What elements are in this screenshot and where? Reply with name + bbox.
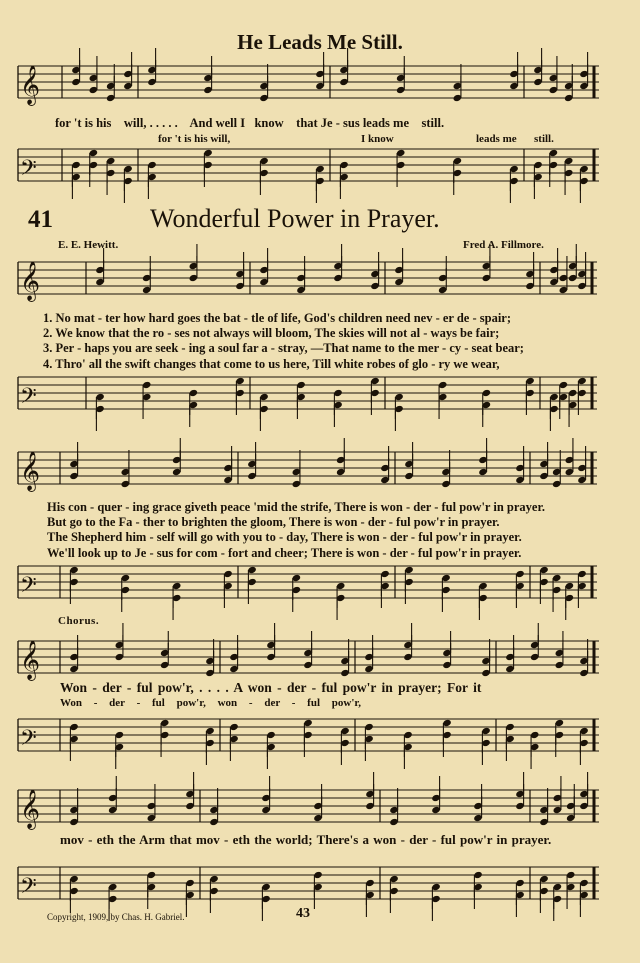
verse-lyrics-line-2 xyxy=(47,500,545,561)
chorus-bass-lyric: Won - der - ful pow'r, won - der - ful pow'r, xyxy=(60,697,361,709)
page-number: 43 xyxy=(296,906,310,921)
hymn-title: Wonderful Power in Prayer. xyxy=(150,204,440,233)
hymn-number: 41 xyxy=(28,206,53,233)
svg-text:𝄞: 𝄞 xyxy=(20,789,41,829)
verse-4-line-2: We'll look up to Je - sus for com - fort and cheer; There is won - der - ful pow'r in prayer. xyxy=(47,545,522,560)
verse-2-line-1: 2. We know that the ro - ses not always will bloom, The skies will not al - ways be fair; xyxy=(43,326,500,341)
previous-hymn-lyric: for 't is his will, . . . . . And well I know that Je - sus leads me still. xyxy=(55,116,445,130)
verse-3-line-2: The Shepherd him - self will go with you to - day, There is won - der - ful pow'r in prayer. xyxy=(47,530,522,545)
verse-lyrics-line-1 xyxy=(43,311,524,372)
chorus-lyric-1: Won - der - ful pow'r, . . . . A won - der - ful pow'r in prayer; For it xyxy=(60,680,482,695)
chorus-lyric-2: mov - eth the Arm that mov - eth the world; There's a won - der - ful pow'r in prayer. xyxy=(60,832,552,847)
svg-text:𝄢: 𝄢 xyxy=(20,156,37,186)
verse-1-line-1: 1. No mat - ter how hard goes the bat - tle of life, God's children need nev - er de - spair; xyxy=(43,311,512,325)
verse-4-line-1: 4. Thro' all the swift changes that come to us here, Till white robes of glo - ry we wear, xyxy=(43,356,500,371)
svg-text:𝄢: 𝄢 xyxy=(20,384,37,414)
words-credit: E. E. Hewitt. xyxy=(58,239,119,251)
previous-hymn-bass-lyric: for 't is his will, I know leads me still. xyxy=(158,133,554,145)
svg-text:𝄢: 𝄢 xyxy=(20,573,37,603)
svg-text:𝄢: 𝄢 xyxy=(20,874,37,904)
copyright-notice: Copyright, 1909, by Chas. H. Gabriel. xyxy=(47,912,185,922)
svg-text:𝄞: 𝄞 xyxy=(20,261,41,301)
verse-3-line-1: 3. Per - haps you are seek - ing a soul far a - stray, —That name to the mer - cy - seat bear; xyxy=(43,341,524,356)
verse-1-line-2: His con - quer - ing grace giveth peace 'mid the strife, There is won - der - ful pow'r in prayer. xyxy=(47,500,545,514)
chorus-label: Chorus. xyxy=(58,615,100,627)
music-credit: Fred A. Fillmore. xyxy=(463,239,544,251)
previous-hymn-title: He Leads Me Still. xyxy=(237,30,403,54)
svg-text:𝄞: 𝄞 xyxy=(20,640,41,680)
svg-text:𝄞: 𝄞 xyxy=(20,451,41,491)
verse-2-line-2: But go to the Fa - ther to brighten the gloom, There is won - der - ful pow'r in prayer. xyxy=(47,515,500,530)
svg-text:𝄞: 𝄞 xyxy=(20,65,41,105)
svg-text:𝄢: 𝄢 xyxy=(20,726,37,756)
